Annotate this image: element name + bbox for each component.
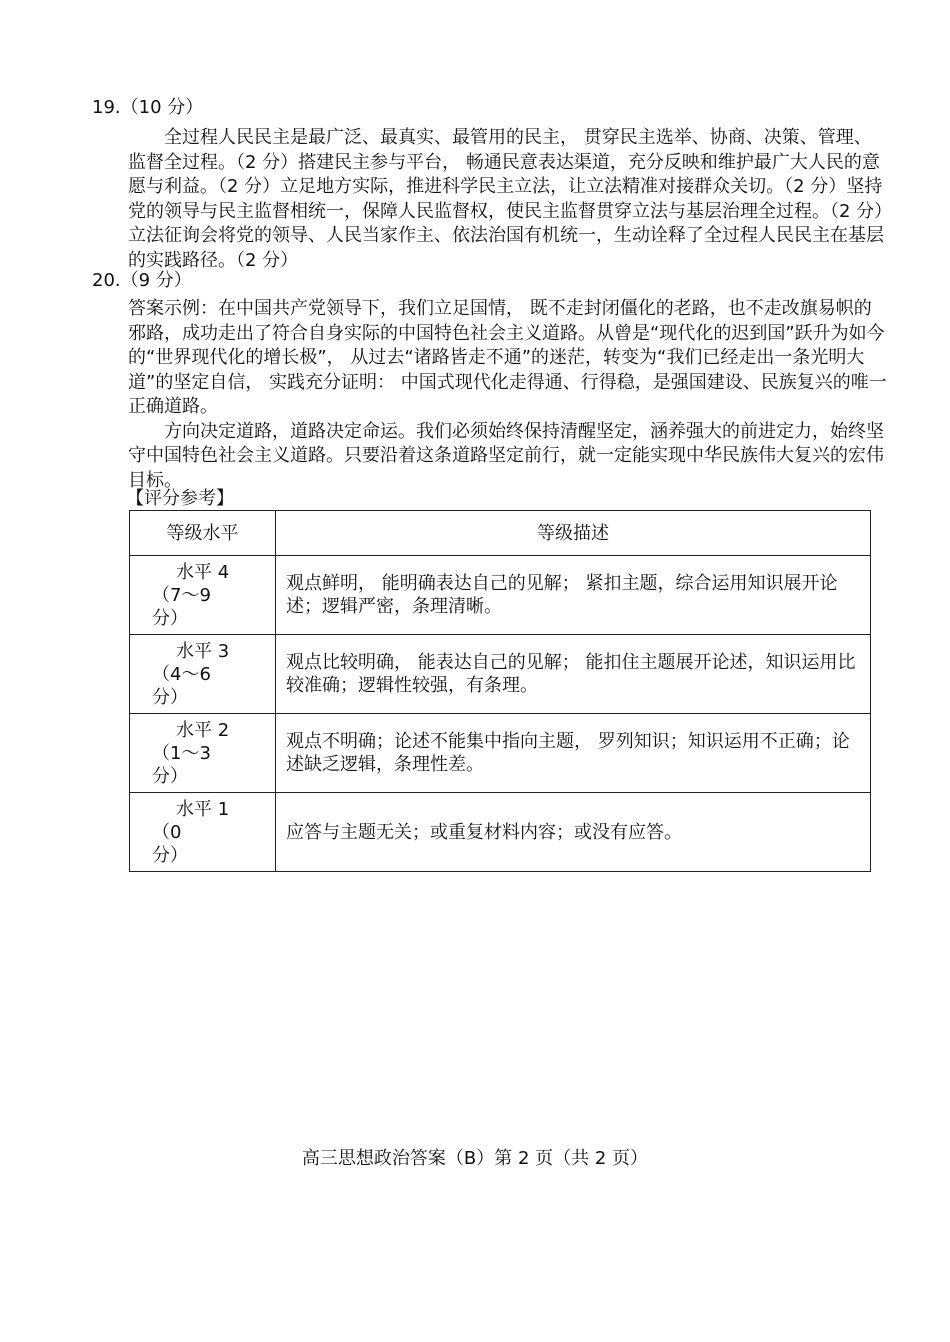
- level-score: （4～6 分）: [152, 663, 211, 708]
- level-cell: [130, 714, 276, 793]
- scoring-reference-label: 【评分参考】: [126, 488, 234, 509]
- question-19-answer: [128, 126, 888, 273]
- level-score: （0 分）: [152, 821, 188, 866]
- level-description: 应答与主题无关；或重复材料内容；或没有应答。: [276, 793, 871, 872]
- level-score: （1～3 分）: [152, 742, 211, 787]
- level-description: 观点比较明确， 能表达自己的见解； 能扣住主题展开论述，知识运用比较准确；逻辑性较强，有条理。: [276, 635, 871, 714]
- page-footer: 高三思想政治答案（B）第 2 页（共 2 页）: [301, 1148, 649, 1169]
- question-19-answer-text: 全过程人民民主是最广泛、最真实、最管用的民主， 贯穿民主选举、协商、决策、管理、监督全过程。（2 分）搭建民主参与平台， 畅通民意表达渠道，充分反映和维护最广大人民的意愿与利益。（2 分）立足地方实际，推进科学民主立法，让立法精准对接群众关切。（2 分）坚持党的领导与民主监督相统一，保障人民监督权，使民主监督贯穿立法与基层治理全过程。（2 分）立法征询会将党的领导、人民当家作主、依法治国有机统一，生动诠释了全过程人民民主在基层的实践路径。（2 分）: [128, 127, 884, 271]
- level-score: （7～9 分）: [152, 584, 211, 629]
- level-cell: [130, 635, 276, 714]
- question-20-answer-paragraph-1: 答案示例：在中国共产党领导下，我们立足国情， 既不走封闭僵化的老路，也不走改旗易帜的邪路，成功走出了符合自身实际的中国特色社会主义道路。从曾是“现代化的迟到国”跃升为如今的“世界现代化的增长极”， 从过去“诸路皆走不通”的迷茫，转变为“我们已经走出一条光明大道”的坚定自信， 实践充分证明： 中国式现代化走得通、行得稳，是强国建设、民族复兴的唯一正确道路。: [128, 298, 887, 417]
- table-header-row: [130, 511, 871, 556]
- header-level: 等级水平: [130, 511, 276, 556]
- level-name: 水平 4: [176, 561, 230, 583]
- level-name: 水平 1: [176, 798, 230, 820]
- level-name: 水平 2: [176, 719, 230, 741]
- question-19-title: 19.（10 分）: [92, 97, 204, 118]
- level-name: 水平 3: [176, 640, 230, 662]
- table-row: [130, 714, 871, 793]
- question-20-title: 20.（9 分）: [92, 270, 192, 291]
- scoring-rubric-table: [129, 510, 871, 872]
- header-description: 等级描述: [276, 511, 871, 556]
- level-cell: [130, 556, 276, 635]
- table-row: [130, 556, 871, 635]
- level-cell: [130, 793, 276, 872]
- table-row: [130, 635, 871, 714]
- question-20-answer-paragraph-2: 方向决定道路，道路决定命运。我们必须始终保持清醒坚定，涵养强大的前进定力，始终坚守中国特色社会主义道路。只要沿着这条道路坚定前行，就一定能实现中华民族伟大复兴的宏伟目标。: [128, 420, 884, 491]
- level-description: 观点鲜明， 能明确表达自己的见解； 紧扣主题，综合运用知识展开论述；逻辑严密，条理清晰。: [276, 556, 871, 635]
- level-description: 观点不明确；论述不能集中指向主题， 罗列知识；知识运用不正确；论述缺乏逻辑，条理性差。: [276, 714, 871, 793]
- question-20-answer: [128, 297, 888, 493]
- table-row: [130, 793, 871, 872]
